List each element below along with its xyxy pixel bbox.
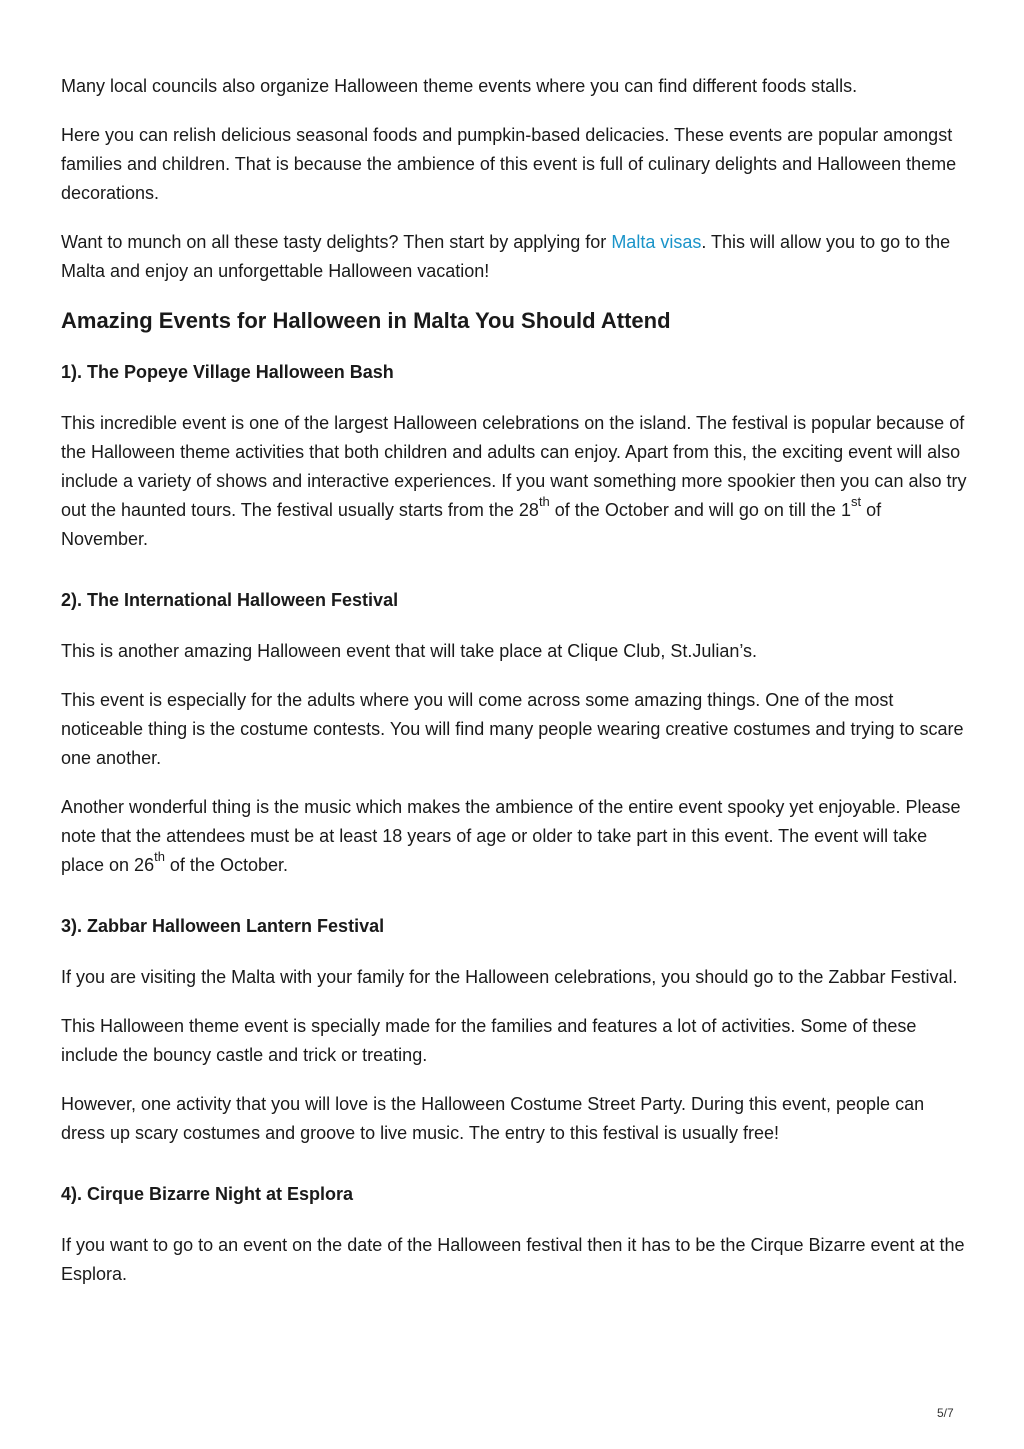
event-4-title: 4). Cirque Bizarre Night at Esplora [61, 1184, 354, 1204]
event-2-paragraph-2: This event is especially for the adults where you will come across some amazing things. One of the most noticeable thing is the costume contests. You will find many people wearing creative costumes and trying to scare one another. [61, 690, 964, 768]
intro-paragraph-2: Here you can relish delicious seasonal foods and pumpkin-based delicacies. These events are popular amongst families and children. That is because the ambience of this event is full of culinary delights and Halloween theme decorations. [61, 125, 957, 203]
event-1-sup-1: th [538, 494, 550, 509]
event-1-text-a: This incredible event is one of the largest Halloween celebrations on the island. The festival is popular because of the Halloween theme activities that both children and adults can enjoy. Apart from this, the exciting event will also include a variety of shows and interactive experiences. If you want something more spookier then you can also try out the haunted tours. The festival usually starts from the 28 [61, 413, 967, 520]
event-4-paragraph-1: If you want to go to an event on the date of the Halloween festival then it has to be the Cirque Bizarre event at the Esplora. [61, 1235, 965, 1284]
event-3-paragraph-2: This Halloween theme event is specially made for the families and features a lot of activities. Some of these include the bouncy castle and trick or treating. [61, 1016, 917, 1065]
event-3-paragraph-3: However, one activity that you will love is the Halloween Costume Street Party. During this event, people can dress up scary costumes and groove to live music. The entry to this festival is usually free! [61, 1094, 925, 1143]
malta-visas-link[interactable]: Malta visas [611, 232, 702, 252]
event-3-paragraph-1: If you are visiting the Malta with your family for the Halloween celebrations, you should go to the Zabbar Festival. [61, 967, 958, 987]
intro-paragraph-1: Many local councils also organize Halloween theme events where you can find different foods stalls. [61, 76, 858, 96]
event-1-text-c: of November. [61, 500, 882, 549]
intro-paragraph-3-text-b: . This will allow you to go to the Malta and enjoy an unforgettable Halloween vacation! [61, 232, 951, 281]
event-2-text-b: of the October. [164, 855, 288, 875]
event-1-sup-2: st [850, 494, 862, 509]
event-2-sup: th [154, 849, 165, 864]
event-2-paragraph-3 [61, 793, 971, 880]
event-1-title: 1). The Popeye Village Halloween Bash [61, 362, 394, 382]
event-3-title: 3). Zabbar Halloween Lantern Festival [61, 916, 385, 936]
document-page [61, 72, 971, 1309]
intro-paragraph-3-text-a: Want to munch on all these tasty delights? Then start by applying for [61, 232, 612, 252]
event-1-text-b: of the October and will go on till the 1 [549, 500, 851, 520]
event-2-title: 2). The International Halloween Festival [61, 590, 399, 610]
event-2-paragraph-1: This is another amazing Halloween event that will take place at Clique Club, St.Julian’s. [61, 641, 758, 661]
event-1-paragraph [61, 409, 971, 554]
intro-paragraph-3 [61, 228, 971, 286]
event-2-text-a: Another wonderful thing is the music which makes the ambience of the entire event spooky yet enjoyable. Please note that the attendees must be at least 18 years of age or older to take part in this event. The event will take place on 26 [61, 797, 961, 875]
section-heading: Amazing Events for Halloween in Malta You Should Attend [61, 308, 671, 333]
page-number: 5/7 [937, 1406, 954, 1420]
